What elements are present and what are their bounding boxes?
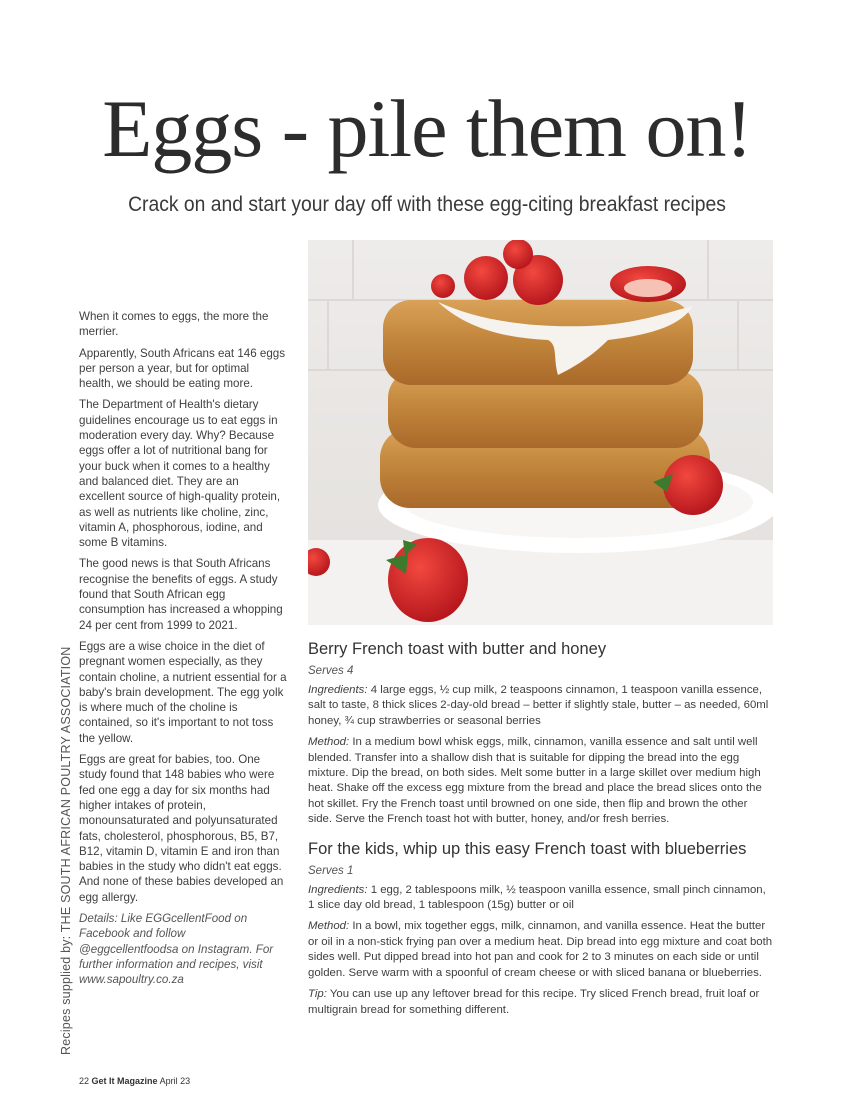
- intro-column: [79, 309, 287, 993]
- page-title: Eggs - pile them on!: [102, 83, 752, 174]
- page-footer: [79, 1076, 190, 1086]
- recipe-title: For the kids, whip up this easy French toast with blueberries: [308, 839, 747, 858]
- intro-paragraph: The Department of Health's dietary guidelines encourage us to eat eggs in moderation every day. Why? Because eggs offer a lot of nutritional bang for your buck when it comes to a healthy and balanced diet. They are an excellent source of high-quality protein, as well as nutrients like choline, zinc, vitamin A, phosphorous, iodine, and some B vitamins.: [79, 398, 281, 550]
- recipe-ingredients: [308, 683, 773, 729]
- recipe-tip: [308, 987, 773, 1018]
- method-label: Method:: [308, 920, 350, 933]
- intro-paragraph: The good news is that South Africans recognise the benefits of eggs. A study found that South African egg consumption has increased a whopping 24 per cent from 1999 to 2021.: [79, 557, 283, 632]
- recipe-credit: Recipes supplied by: THE SOUTH AFRICAN POULTRY ASSOCIATION: [59, 646, 73, 1055]
- page-subtitle: Crack on and start your day off with these egg-citing breakfast recipes: [128, 193, 726, 216]
- magazine-name: Get It Magazine: [91, 1076, 158, 1086]
- intro-paragraph: Eggs are great for babies, too. One study found that 148 babies who were fed one egg a day for six months had higher intakes of protein, monounsaturated and polyunsaturated fats, cholesterol, phosphorous, B5, B7, B12, vitamin D, vitamin E and iron than babies in the study who didn't eat eggs. And none of these babies developed an egg allergy.: [79, 753, 284, 904]
- tip-text: You can use up any leftover bread for this recipe. Try sliced French bread, fruit loaf or multigrain bread for something different.: [308, 988, 760, 1016]
- recipe-method: [308, 735, 773, 827]
- intro-paragraph: When it comes to eggs, the more the merrier.: [79, 310, 269, 339]
- intro-paragraph: Apparently, South Africans eat 146 eggs per person a year, but for optimal health, we should be eating more.: [79, 346, 286, 391]
- recipe-serves: Serves 1: [308, 864, 354, 877]
- ingredients-text: 4 large eggs, ½ cup milk, 2 teaspoons cinnamon, 1 teaspoon vanilla essence, salt to taste, 8 thick slices 2-day-old bread – better if slightly stale, butter – as needed, 60ml honey, ¾ cup strawberries or seasonal berries: [308, 684, 769, 727]
- details-note: Details: Like EGGcellentFood on Facebook and follow @eggcellentfoodsa on Instagram. For further information and recipes, visit www.sapoultry.co.za: [79, 911, 274, 987]
- ingredients-text: 1 egg, 2 tablespoons milk, ½ teaspoon vanilla essence, small pinch cinnamon, 1 slice day old bread, 1 tablespoon (15g) butter or oil: [308, 883, 766, 912]
- recipes-section: [308, 640, 773, 1024]
- method-text: In a medium bowl whisk eggs, milk, cinnamon, vanilla essence and salt until well blended. Transfer into a shallow dish that is suitable for dipping the bread into the egg mixture. Dip the bread, on both sides. Melt some butter in a large skillet over medium high heat. Shake off the excess egg mixture from the bread and place the bread slices onto the hot skillet. Fry the French toast until browned on one side, then flip and brown the other side. Serve the French toast hot with butter, honey, and/or fresh berries.: [308, 736, 762, 826]
- method-text: In a bowl, mix together eggs, milk, cinnamon, and vanilla essence. Heat the butter or oil in a non-stick frying pan over a medium heat. Dip bread into egg mixture and coat both sides well. Put dipped bread into hot pan and cook for 2 to 3 minutes on each side or until golden. Serve warm with a spoonful of cream cheese or with sliced banana or blueberries.: [308, 920, 773, 979]
- intro-paragraph: Eggs are a wise choice in the diet of pregnant women especially, as they contain choline, a nutrient essential for a baby's brain development. The egg yolk is where much of the choline is contained, so it's important to not toss the yellow.: [79, 639, 287, 745]
- recipe-method: [308, 919, 773, 981]
- method-label: Method:: [308, 736, 350, 749]
- page-number: 22: [79, 1076, 90, 1086]
- recipe-title: Berry French toast with butter and honey: [308, 640, 607, 658]
- ingredients-label: Ingredients:: [308, 684, 368, 696]
- recipe-serves: Serves 4: [308, 665, 354, 677]
- french-toast-photo: [308, 240, 773, 625]
- tip-label: Tip:: [308, 988, 327, 1001]
- ingredients-label: Ingredients:: [308, 883, 368, 896]
- recipe-ingredients: [308, 883, 773, 914]
- issue-date: April 23: [159, 1076, 191, 1086]
